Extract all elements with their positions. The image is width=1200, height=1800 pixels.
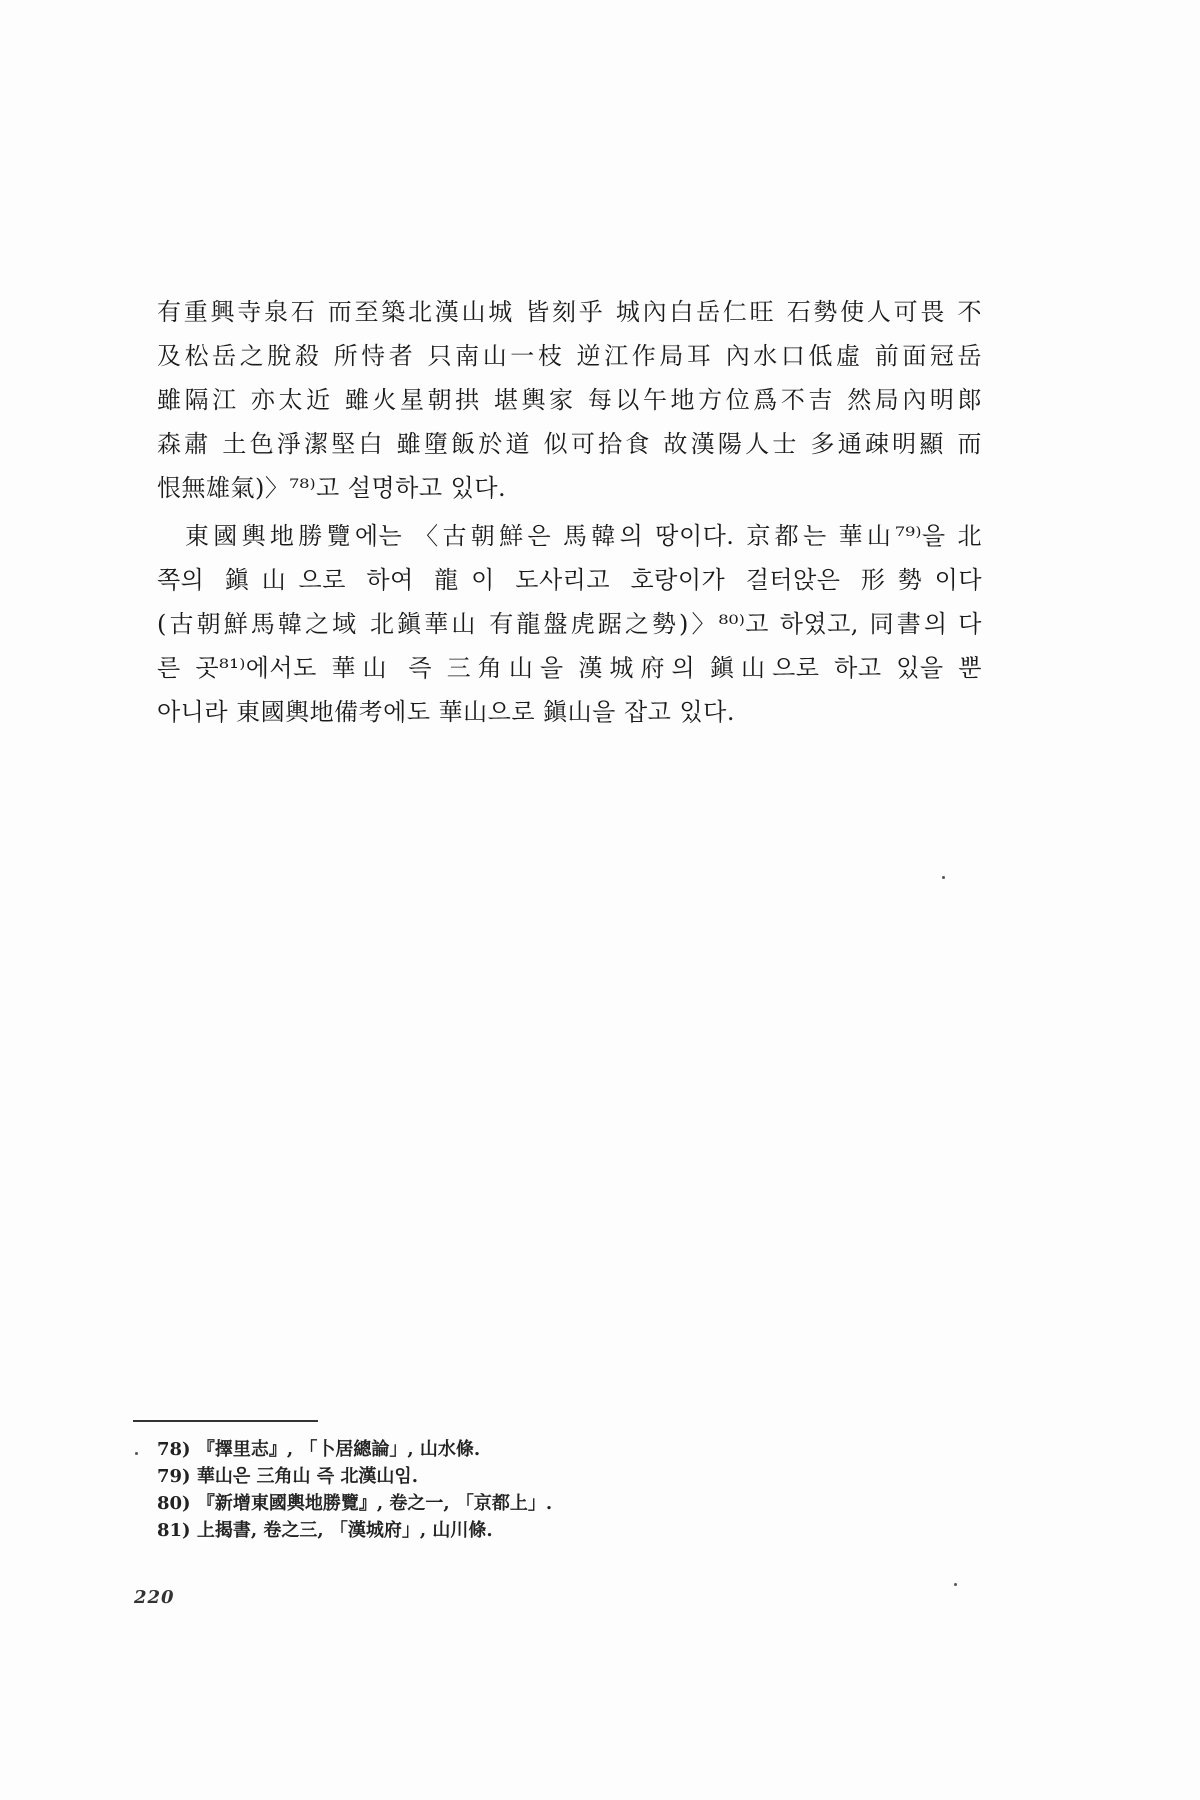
scan-speck: [135, 1452, 138, 1455]
text-line: 森肅 土色淨潔堅白 雖墮飯於道 似可拾食 故漢陽人士 多通疎明顯 而: [157, 430, 982, 458]
footnote-81: 81) 上揭書, 卷之三, 「漢城府」, 山川條.: [157, 1520, 493, 1541]
page-number: 220: [134, 1587, 175, 1608]
scan-speck: [954, 1583, 957, 1586]
text-line: 아니라 東國輿地備考에도 華山으로 鎭山을 잡고 있다.: [157, 698, 735, 726]
footnotes: [157, 1420, 982, 1544]
text-line: 有重興寺泉石 而至築北漢山城 皆刻乎 城內白岳仁旺 石勢使人可畏 不: [157, 298, 982, 326]
footnote-78: 78) 『擇里志』, 「卜居總論」, 山水條.: [157, 1439, 481, 1460]
text-line: 及松岳之脫殺 所恃者 只南山一枝 逆江作局耳 內水口低虛 前面冠岳: [157, 342, 982, 370]
text-line: (古朝鮮馬韓之域 北鎭華山 有龍盤虎踞之勢)〉⁸⁰⁾고 하였고, 同書의 다: [157, 610, 982, 638]
footnote-80: 80) 『新增東國輿地勝覽』, 卷之一, 「京都上」.: [157, 1493, 553, 1514]
text-line: 른 곳⁸¹⁾에서도 華山 즉 三角山을 漢城府의 鎭山으로 하고 있을 뿐: [157, 654, 982, 682]
text-line: 雖隔江 亦太近 雖火星朝拱 堪輿家 每以午地方位爲不吉 然局內明郞: [157, 386, 982, 414]
paragraph-1: [157, 290, 982, 510]
paragraph-2: [157, 514, 982, 734]
text-line: 東國輿地勝覽에는 〈古朝鮮은 馬韓의 땅이다. 京都는 華山⁷⁹⁾을 北: [185, 522, 982, 550]
footnote-79: 79) 華山은 三角山 즉 北漢山임.: [157, 1466, 419, 1487]
footnote-divider: [133, 1420, 318, 1422]
scan-speck: [942, 876, 945, 879]
body-text: [157, 290, 982, 738]
text-line: 恨無雄氣)〉⁷⁸⁾고 설명하고 있다.: [157, 474, 507, 502]
text-line: 쪽의 鎭山으로 하여 龍이 도사리고 호랑이가 걸터앉은 形勢이다: [157, 566, 982, 594]
